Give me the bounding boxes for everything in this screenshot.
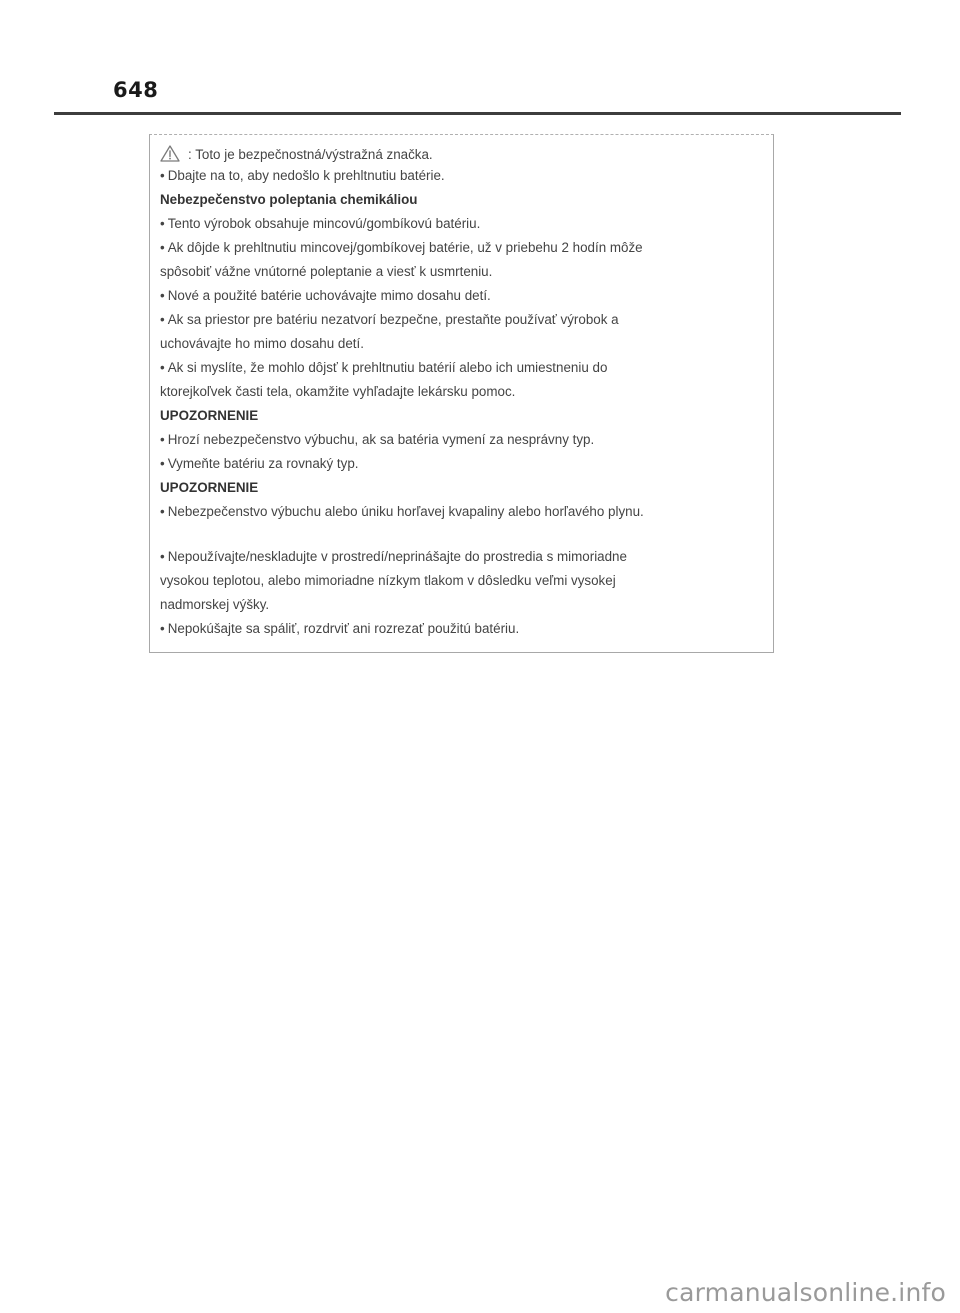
line-text: Ak dôjde k prehltnutiu mincovej/gombíkovej batérie, už v priebehu 2 hodín môže (167, 240, 643, 255)
line-text: ktorejkoľvek časti tela, okamžite vyhľadajte lekársku pomoc. (160, 384, 516, 399)
heading-text: UPOZORNENIE (160, 408, 259, 423)
warning-triangle-icon (160, 145, 180, 162)
symbol-explanation-text: : Toto je bezpečnostná/výstražná značka. (188, 147, 433, 162)
line-text: Vymeňte batériu za rovnaký typ. (167, 456, 359, 471)
line-extreme-temperature-cont2 (160, 597, 269, 613)
heading-chemical-burn (160, 192, 417, 208)
heading-caution-1 (160, 408, 258, 424)
line-text: spôsobiť vážne vnútorné poleptanie a viesť k usmrteniu. (160, 264, 493, 279)
line-swallowed-battery (160, 240, 643, 256)
heading-text: UPOZORNENIE (160, 480, 259, 495)
heading-text: Nebezpečenstvo poleptania chemikáliou (160, 192, 418, 207)
battery-warning-box (149, 134, 774, 653)
line-text: Dbajte na to, aby nedošlo k prehltnutiu batérie. (167, 168, 445, 183)
line-extreme-temperature-cont (160, 573, 616, 589)
bullet-glyph: • (160, 288, 165, 303)
bullet-glyph: • (160, 621, 165, 636)
line-extreme-temperature (160, 549, 627, 565)
line-text: Nebezpečenstvo výbuchu alebo úniku horľavej kvapaliny alebo horľavého plynu. (167, 504, 644, 519)
line-swallow-caution (160, 168, 445, 184)
bullet-glyph: • (160, 456, 165, 471)
line-explosion-leak (160, 504, 644, 520)
line-text: Nepoužívajte/neskladujte v prostredí/neprinášajte do prostredia s mimoriadne (167, 549, 627, 564)
bullet-glyph: • (160, 432, 165, 447)
line-do-not-burn-crush (160, 621, 519, 637)
line-keep-away-children (160, 288, 491, 304)
bullet-glyph: • (160, 312, 165, 327)
line-swallowed-battery-cont (160, 264, 492, 280)
line-text: Tento výrobok obsahuje mincovú/gombíkovú batériu. (167, 216, 481, 231)
line-seek-medical-cont (160, 384, 515, 400)
line-text: Ak si myslíte, že mohlo dôjsť k prehltnutiu batérií alebo ich umiestneniu do (167, 360, 608, 375)
bullet-glyph: • (160, 216, 165, 231)
line-compartment-not-closing (160, 312, 619, 328)
symbol-explanation-line (160, 145, 433, 163)
line-compartment-not-closing-cont (160, 336, 364, 352)
page-number: 648 (113, 78, 159, 102)
line-text: Nepokúšajte sa spáliť, rozdrviť ani rozrezať použitú batériu. (167, 621, 520, 636)
header-rule (54, 112, 901, 115)
line-text: Nové a použité batérie uchovávajte mimo dosahu detí. (167, 288, 491, 303)
line-explosion-wrong-type (160, 432, 594, 448)
heading-caution-2 (160, 480, 258, 496)
line-seek-medical (160, 360, 607, 376)
bullet-glyph: • (160, 240, 165, 255)
bullet-glyph: • (160, 168, 165, 183)
line-replace-same-type (160, 456, 359, 472)
line-text: Ak sa priestor pre batériu nezatvorí bezpečne, prestaňte používať výrobok a (167, 312, 619, 327)
bullet-glyph: • (160, 504, 165, 519)
line-text: nadmorskej výšky. (160, 597, 270, 612)
line-text: vysokou teplotou, alebo mimoriadne nízkym tlakom v dôsledku veľmi vysokej (160, 573, 616, 588)
bullet-glyph: • (160, 360, 165, 375)
site-watermark: carmanualsonline.info (665, 1278, 946, 1307)
line-text: uchovávajte ho mimo dosahu detí. (160, 336, 364, 351)
bullet-glyph: • (160, 549, 165, 564)
line-text: Hrozí nebezpečenstvo výbuchu, ak sa batéria vymení za nesprávny typ. (167, 432, 595, 447)
line-contains-coin-battery (160, 216, 480, 232)
